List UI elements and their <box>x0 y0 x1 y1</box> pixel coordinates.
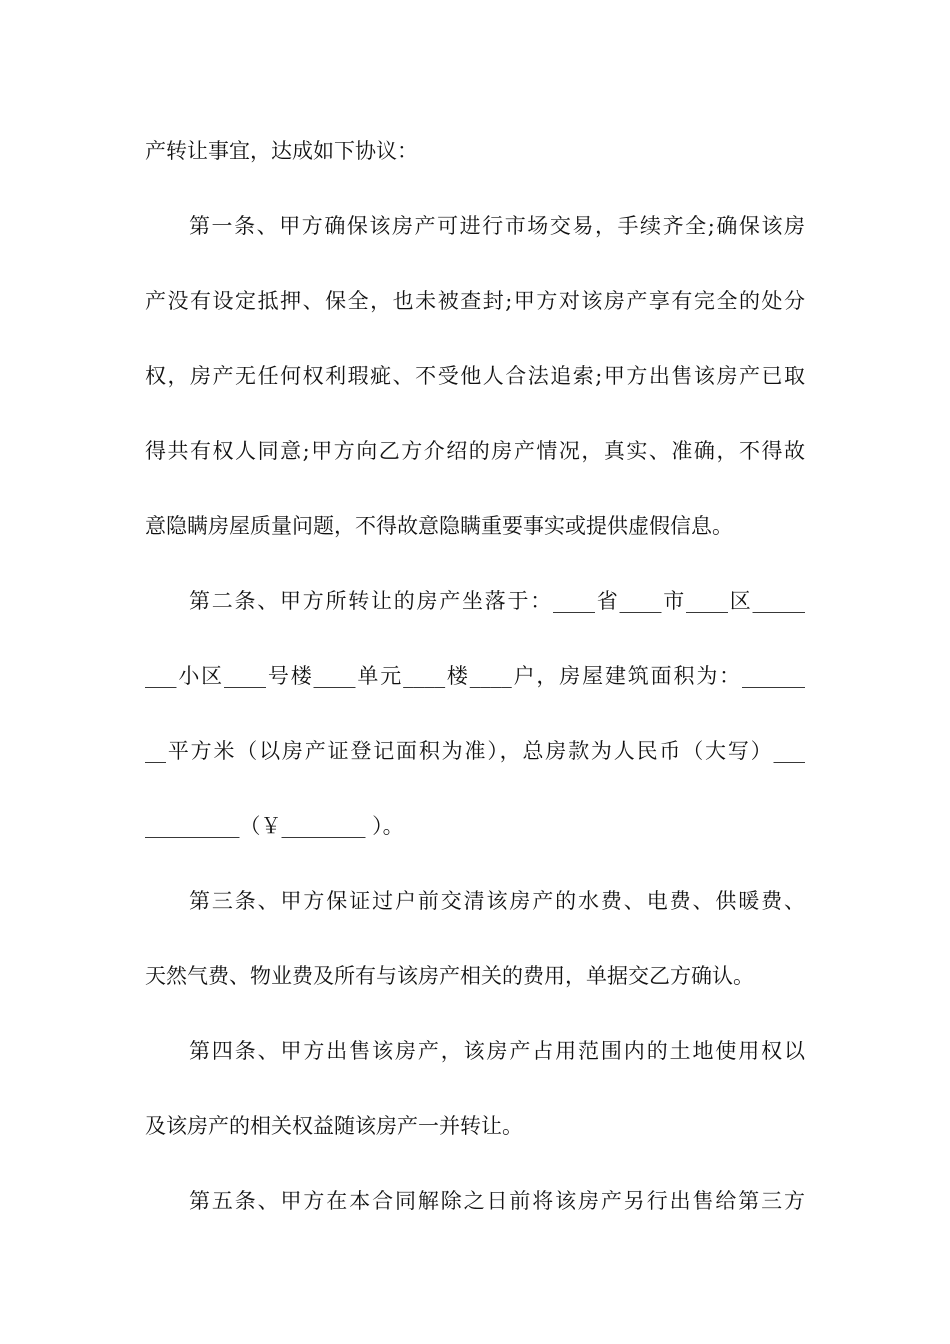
article-2-line: ___小区____号楼____单元____楼____户，房屋建筑面积为：______ <box>145 664 805 688</box>
article-2-line: _________（￥________ ）。 <box>145 814 404 838</box>
article-1-line: 产没有设定抵押、保全，也未被查封;甲方对该房产享有完全的处分 <box>145 289 805 313</box>
article-1-line: 意隐瞒房屋质量问题，不得故意隐瞒重要事实或提供虚假信息。 <box>145 514 733 538</box>
article-3-line: 第三条、甲方保证过户前交清该房产的水费、电费、供暖费、 <box>189 889 805 913</box>
article-1-line: 权，房产无任何权利瑕疵、不受他人合法追索;甲方出售该房产已取 <box>145 364 805 388</box>
article-4-line: 及该房产的相关权益随该房产一并转让。 <box>145 1114 523 1138</box>
text-line: 产转让事宜，达成如下协议： <box>145 139 418 163</box>
article-1-line: 第一条、甲方确保该房产可进行市场交易，手续齐全;确保该房 <box>189 214 805 238</box>
article-5-line: 第五条、甲方在本合同解除之日前将该房产另行出售给第三方 <box>189 1189 805 1213</box>
article-4-line: 第四条、甲方出售该房产，该房产占用范围内的土地使用权以 <box>189 1039 805 1063</box>
article-3-line: 天然气费、物业费及所有与该房产相关的费用，单据交乙方确认。 <box>145 964 754 988</box>
article-2-line: __平方米（以房产证登记面积为准），总房款为人民币（大写）___ <box>145 739 805 763</box>
article-2-line: 第二条、甲方所转让的房产坐落于：____省____市____区_____ <box>189 589 805 613</box>
article-1-line: 得共有权人同意;甲方向乙方介绍的房产情况，真实、准确，不得故 <box>145 439 805 463</box>
